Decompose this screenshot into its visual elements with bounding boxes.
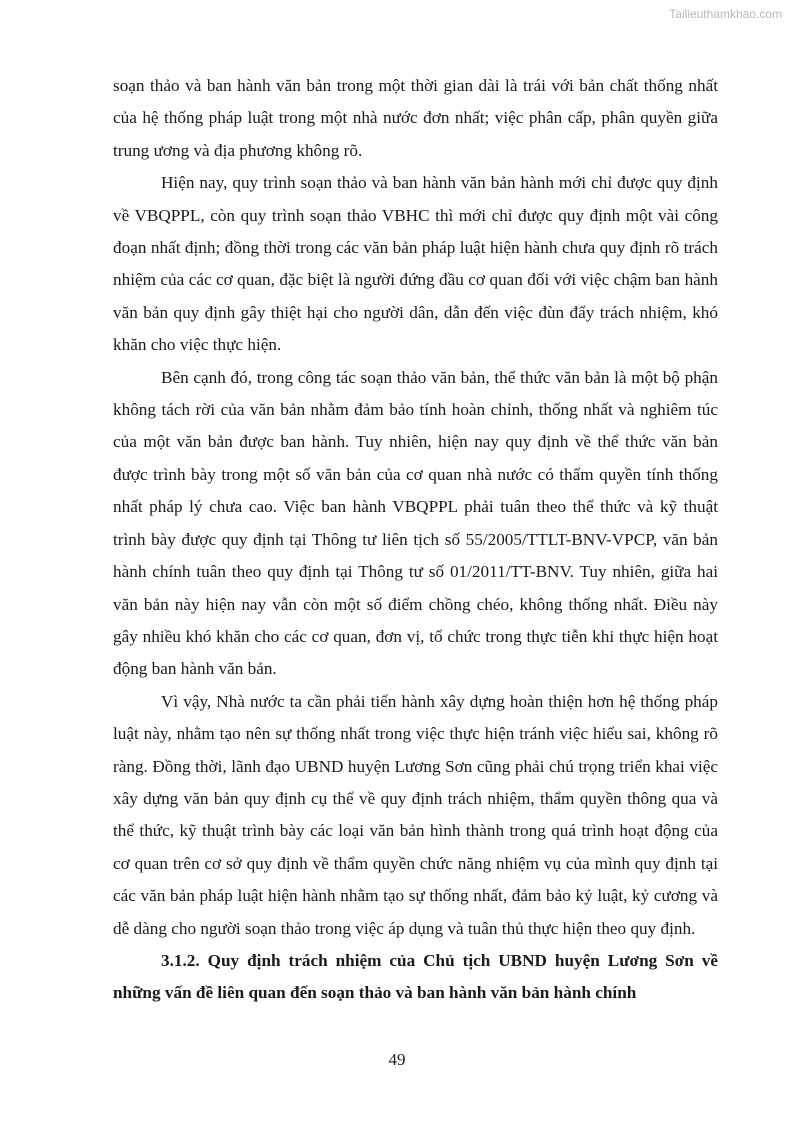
paragraph-document-format: Bên cạnh đó, trong công tác soạn thảo văn bản, thể thức văn bản là một bộ phận không tách rời của văn bản nhằm đảm bảo tính hoàn chỉnh, thống nhất và nghiêm túc của một văn bản được ban hành. Tuy nhiên, hiện nay quy định về thể thức văn bản được trình bày trong một số văn bản của cơ quan nhà nước có thẩm quyền tính thống nhất pháp lý chưa cao. Việc ban hành VBQPPL phải tuân theo thể thức và kỹ thuật trình bày được quy định tại Thông tư liên tịch số 55/2005/TTLT-BNV-VPCP, văn bản hành chính tuân theo quy định tại Thông tư số 01/2011/TT-BNV. Tuy nhiên, giữa hai văn bản này hiện nay vẫn còn một số điểm chồng chéo, không thống nhất. Điều này gây nhiều khó khăn cho các cơ quan, đơn vị, tổ chức trong thực tiễn khi thực hiện hoạt động ban hành văn bản.: [113, 367, 718, 679]
document-body: [113, 70, 718, 1010]
section-heading: 3.1.2. Quy định trách nhiệm của Chủ tịch UBND huyện Lương Sơn về những vấn đề liên quan đến soạn thảo và ban hành văn bản hành chính: [113, 950, 718, 1003]
site-watermark: Tailieuthamkhao.com: [669, 7, 782, 21]
paragraph-continuation: soạn thảo và ban hành văn bản trong một thời gian dài là trái với bản chất thống nhất của hệ thống pháp luật trong một nhà nước đơn nhất; việc phân cấp, phân quyền giữa trung ương và địa phương không rõ.: [113, 76, 718, 160]
paragraph-recommendation: Vì vậy, Nhà nước ta cần phải tiến hành xây dựng hoàn thiện hơn hệ thống pháp luật này, nhằm tạo nên sự thống nhất trong việc thực hiện tránh việc hiểu sai, không rõ ràng. Đồng thời, lãnh đạo UBND huyện Lương Sơn cũng phải chú trọng triển khai việc xây dựng văn bản quy định cụ thể về quy định trách nhiệm, thẩm quyền thông qua và thể thức, kỹ thuật trình bày các loại văn bản hình thành trong quá trình hoạt động của cơ quan trên cơ sở quy định về thẩm quyền chức năng nhiệm vụ của mình quy định tại các văn bản pháp luật hiện hành nhằm tạo sự thống nhất, đảm bảo kỷ luật, kỷ cương và dễ dàng cho người soạn thảo trong việc áp dụng và tuân thủ thực hiện theo quy định.: [113, 691, 718, 938]
page-number: 49: [388, 1050, 406, 1069]
paragraph-procedure: Hiện nay, quy trình soạn thảo và ban hành văn bản hành mới chỉ được quy định về VBQPPL, còn quy trình soạn thảo VBHC thì mới chỉ được quy định một vài công đoạn nhất định; đồng thời trong các văn bản pháp luật hiện hành chưa quy định rõ trách nhiệm của các cơ quan, đặc biệt là người đứng đầu cơ quan đối với việc chậm ban hành văn bản quy định gây thiệt hại cho người dân, dẫn đến việc đùn đẩy trách nhiệm, khó khăn cho việc thực hiện.: [113, 173, 718, 355]
